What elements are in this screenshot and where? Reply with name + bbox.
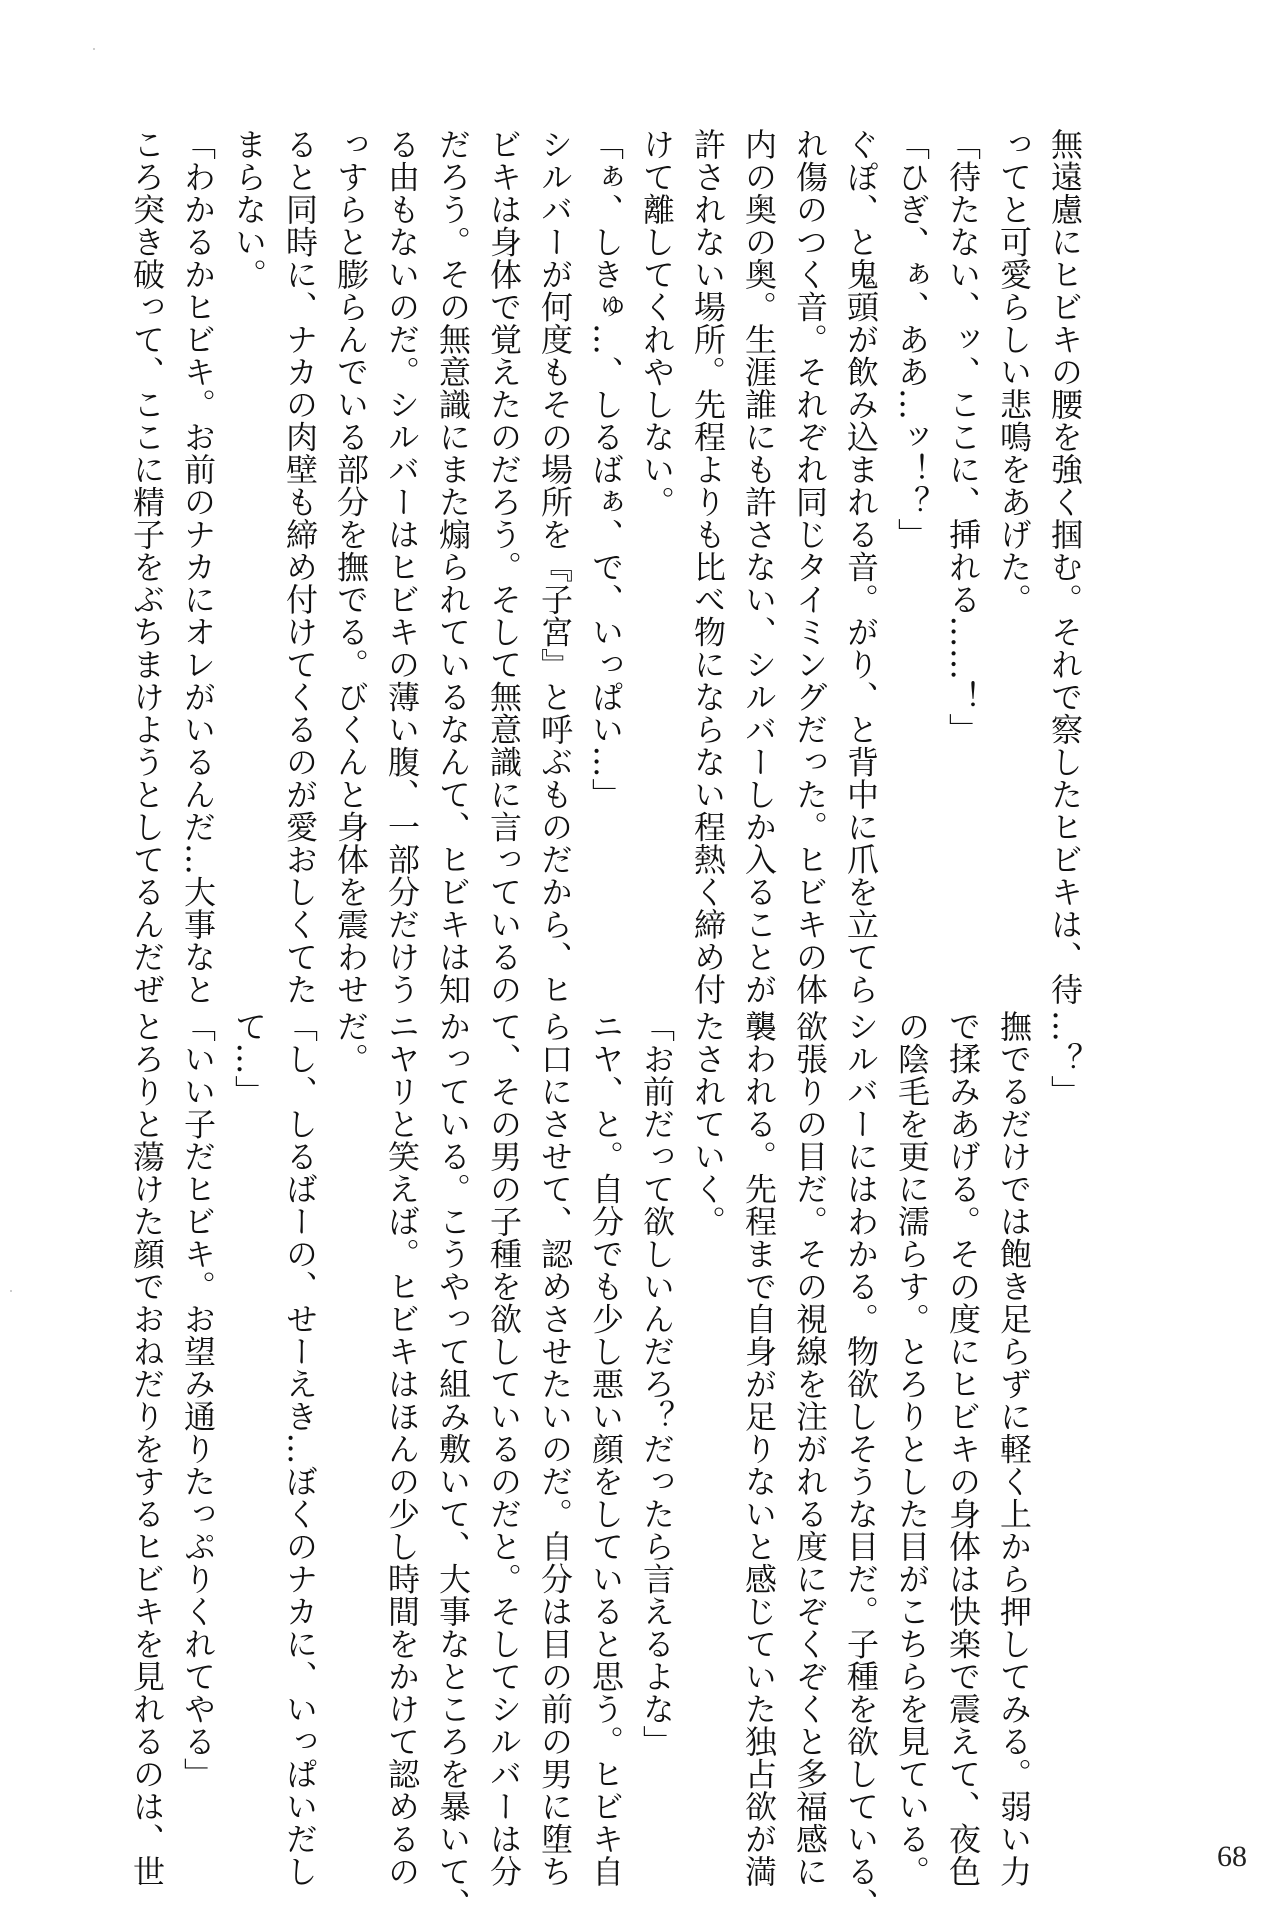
text-line: けて離してくれやしない。 [638,128,676,518]
text-line: まらない。 [230,128,268,291]
text-line: ニヤリと笑えば。ヒビキはほんの少し時間をかけて認めるの [383,1010,421,1888]
page-number: 68 [1217,1840,1247,1873]
text-line: 許されない場所。先程よりも比べ物にならない程熱く締め付 [689,128,727,1006]
text-line: たされていく。 [689,1010,727,1238]
text-line: ってと可愛らしい悲鳴をあげた。 [995,128,1033,616]
text-line: ると同時に、ナカの肉壁も締め付けてくるのが愛おしくてた [281,128,319,1006]
text-line: 「わかるかヒビキ。お前のナカにオレがいるんだ…大事なと [179,128,217,1006]
text-line: かっている。こうやって組み敷いて、大事なところを暴いて、 [434,1010,472,1920]
text-line: …？」 [1046,1010,1084,1108]
text-line: 欲張りの目だ。その視線を注がれる度にぞくぞくと多福感に [791,1010,829,1888]
text-line: ぐぽ、と鬼頭が飲み込まれる音。がり、と背中に爪を立てら [842,128,880,1006]
text-line: れ傷のつく音。それぞれ同じタイミングだった。ヒビキの体 [791,128,829,1006]
text-line: 襲われる。先程まで自身が足りないと感じていた独占欲が満 [740,1010,778,1888]
text-line: 「ひぎ、ぁ、ああ…ッ！？」 [893,128,931,551]
text-line: 無遠慮にヒビキの腰を強く掴む。それで察したヒビキは、待 [1046,128,1084,1006]
text-line: 内の奥の奥。生涯誰にも許さない、シルバーしか入ることが [740,128,778,1006]
text-line: 「待たない、ッ、ここに、挿れる……！」 [944,128,982,746]
text-line: シルバーにはわかる。物欲しそうな目だ。子種を欲している、 [842,1010,880,1920]
text-line: だ。 [332,1010,370,1075]
text-line: 撫でるだけでは飽き足らずに軽く上から押してみる。弱い力 [995,1010,1033,1888]
text-line: ころ突き破って、ここに精子をぶちまけようとしてるんだぜ [128,128,166,1006]
text-line: だろう。その無意識にまた煽られているなんて、ヒビキは知 [434,128,472,1006]
upper-text-block [128,128,1090,1006]
text-line: ら口にさせて、認めさせたいのだ。自分は目の前の男に堕ち [536,1010,574,1888]
text-line: ビキは身体で覚えたのだろう。そして無意識に言っているの [485,128,523,1006]
text-line: シルバーが何度もその場所を『子宮』と呼ぶものだから、ヒ [536,128,574,1006]
scan-speck [10,1290,12,1292]
text-line: る由もないのだ。シルバーはヒビキの薄い腹、一部分だけう [383,128,421,1006]
text-line: て、その男の子種を欲しているのだと。そしてシルバーは分 [485,1010,523,1888]
text-line: 「し、しるばーの、せーえき…ぼくのナカに、いっぱいだし [281,1010,319,1888]
text-line: 「お前だって欲しいんだろ？だったら言えるよな」 [638,1010,676,1758]
text-line: の陰毛を更に濡らす。とろりとした目がこちらを見ている。 [893,1010,931,1888]
text-line: ニヤ、と。自分でも少し悪い顔をしていると思う。ヒビキ自 [587,1010,625,1888]
scan-speck [93,48,95,50]
text-line: っすらと膨らんでいる部分を撫でる。びくんと身体を震わせ [332,128,370,1006]
text-line: とろりと蕩けた顔でおねだりをするヒビキを見れるのは、世 [128,1010,166,1888]
text-line: で揉みあげる。その度にヒビキの身体は快楽で震えて、夜色 [944,1010,982,1888]
text-line: 「ぁ、しきゅ…、しるばぁ、で、いっぱい…」 [587,128,625,811]
text-line: 「いい子だヒビキ。お望み通りたっぷりくれてやる」 [179,1010,217,1790]
lower-text-block [128,1010,1090,1920]
text-line: て…」 [230,1010,268,1108]
